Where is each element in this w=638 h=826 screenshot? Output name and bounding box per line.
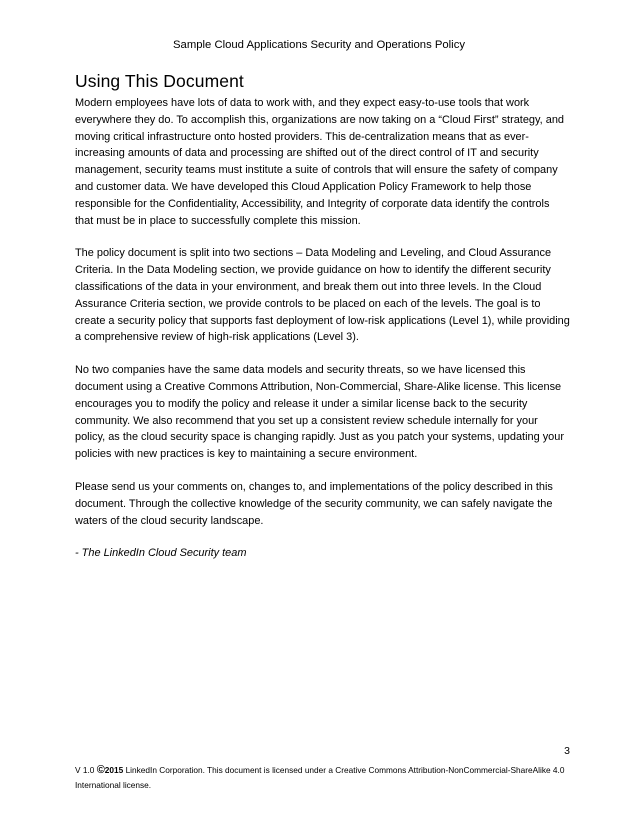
footer-version: V 1.0 [75,765,97,775]
paragraph-license: No two companies have the same data models and security threats, so we have licensed this document using a Creative Commons Attribution, Non-Commercial, Share-Alike license. This license encourages you to modify the policy and release it under a similar license back to the security community. We also recommend that you set up a consistent review schedule internally for your policy, as the cloud security space is changing rapidly. Just as you patch your systems, updating your policies with new practices is key to maintaining a secure environment. [75,364,564,461]
paragraph-structure: The policy document is split into two sections – Data Modeling and Leveling, and Cloud Assurance Criteria. In the Data Modeling section, we provide guidance on how to identify the different security classifications of the data in your environment, and break them out into three levels. In the Cloud Assurance Criteria section, we provide controls to be placed on each of the levels. The goal is to create a security policy that supports fast deployment of low-risk applications (Level 1), while providing a comprehensive review of high-risk applications (Level 3). [75,247,570,344]
copyright-year: 2015 [104,765,124,775]
page-number: 3 [564,745,570,757]
running-header: Sample Cloud Applications Security and Operations Policy [173,39,465,51]
copyright-symbol: © [96,764,105,776]
footer-license-text: LinkedIn Corporation. This document is licensed under a Creative Commons Attribution-NonCommercial-ShareAlike 4.0 International license. [75,765,565,790]
paragraph-intro: Modern employees have lots of data to work with, and they expect easy-to-use tools that work everywhere they do. To accomplish this, organizations are now taking on a “Cloud First” strategy, and moving critical infrastructure onto hosted providers. This de-centralization means that as ever-increasing amounts of data and processing are shifted out of the direct control of IT and security management, security teams must institute a suite of controls that will ensure the safety of company and customer data. We have developed this Cloud Application Policy Framework to help those responsible for the Confidentiality, Accessibility, and Integrity of corporate data identify the controls that must be in place to successfully complete this mission. [75,97,564,227]
signature: - The LinkedIn Cloud Security team [75,547,247,560]
paragraph-feedback: Please send us your comments on, changes to, and implementations of the policy described in this document. Through the collective knowledge of the security community, we can safely navigate the waters of the cloud security landscape. [75,480,553,527]
section-title: Using This Document [75,71,244,91]
footer [75,763,575,793]
page-content [75,70,570,562]
